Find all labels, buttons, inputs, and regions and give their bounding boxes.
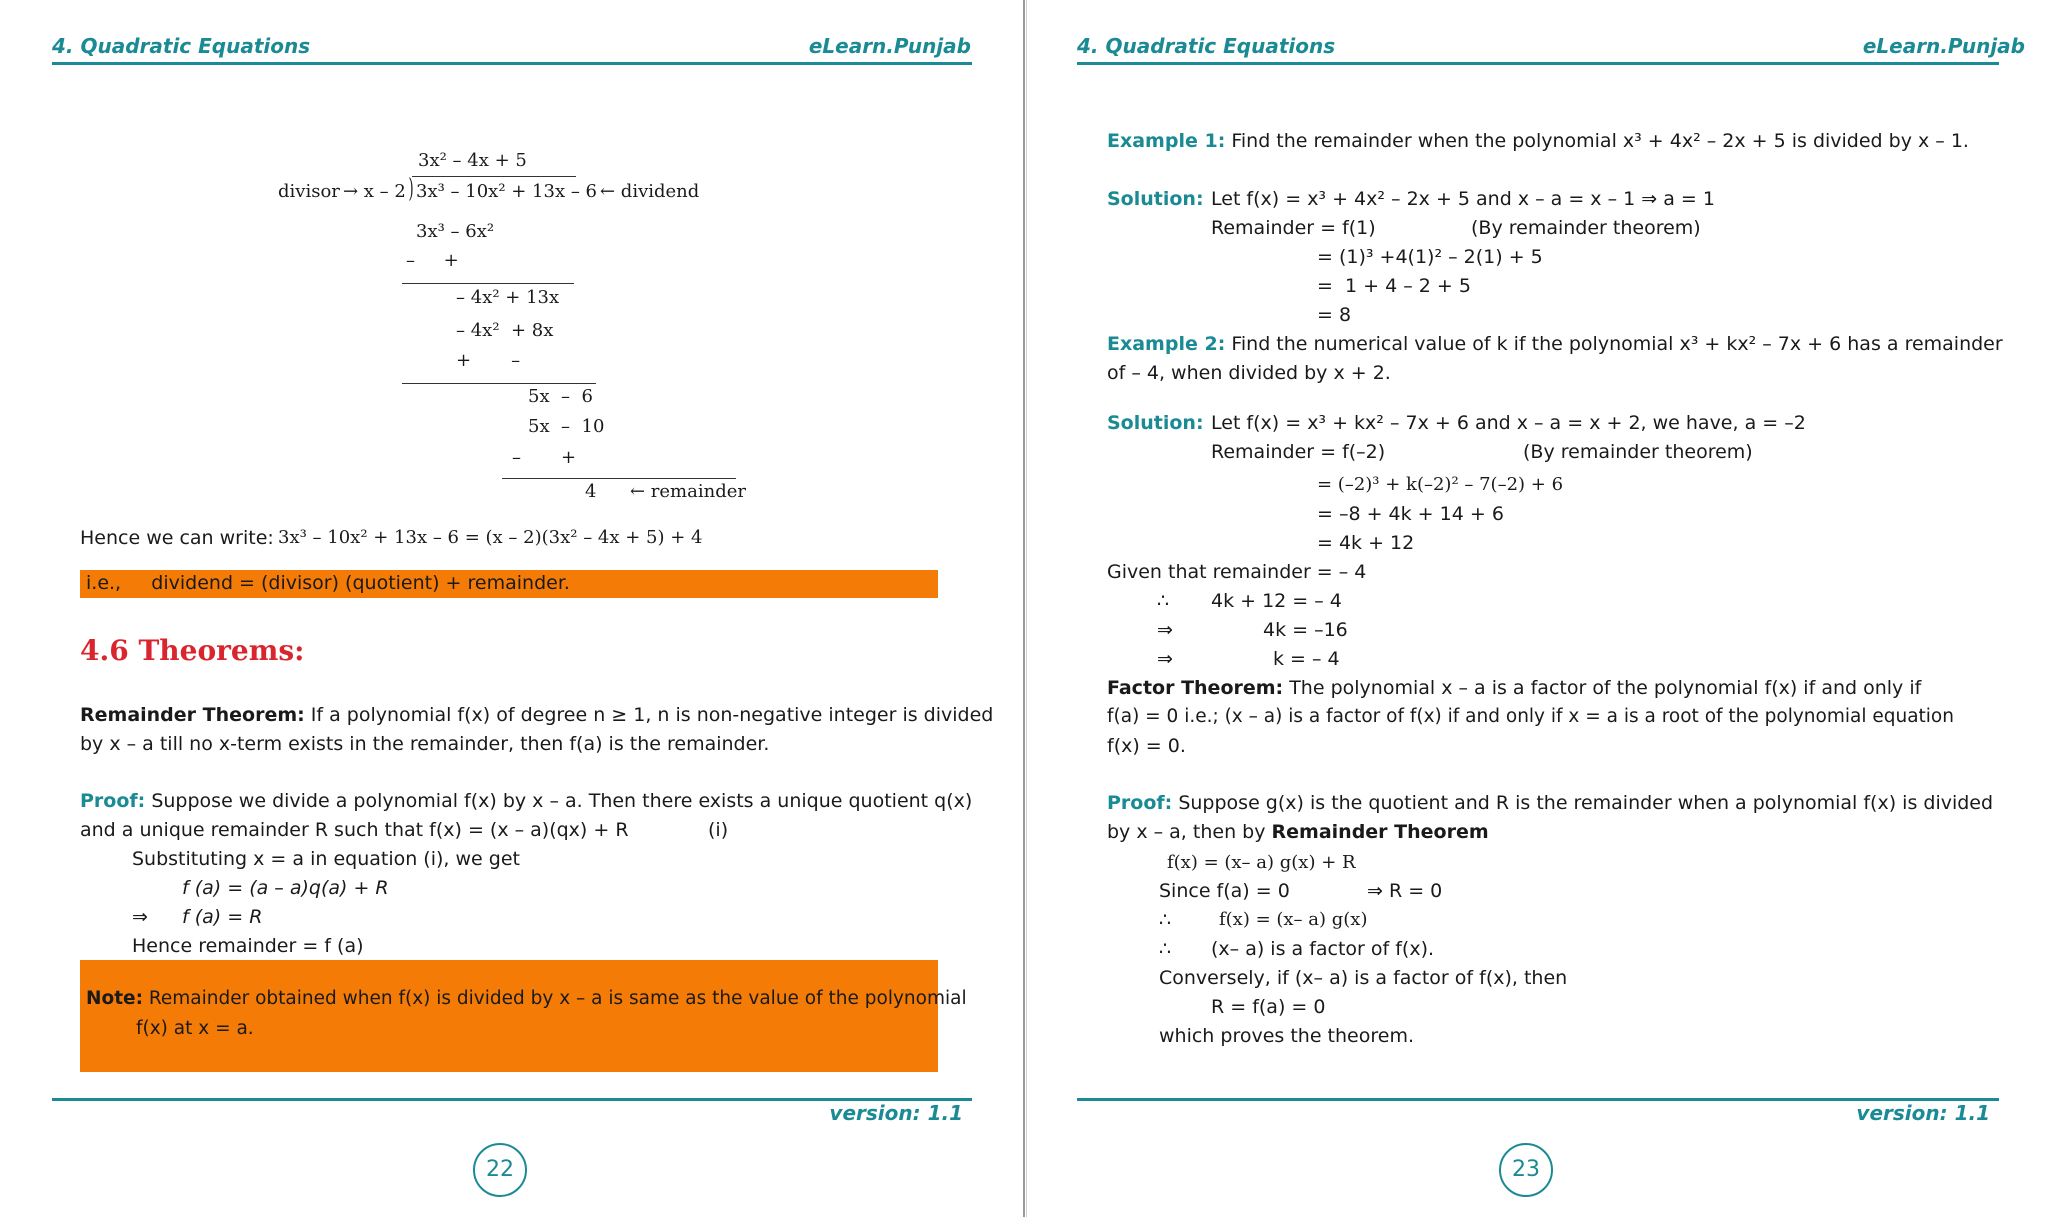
proof-step-1: f(x) = (x– a) g(x) + R <box>1167 852 1356 873</box>
solution-1-line-4: = 1 + 4 – 2 + 5 <box>1317 275 1471 297</box>
note-line-2: f(x) at x = a. <box>136 1018 254 1039</box>
proof-line-2: and a unique remainder R such that f(x) = (x – a)(qx) + R <box>80 819 629 841</box>
version-label: version: 1.1 <box>1856 1101 1990 1125</box>
proof-remainder-theorem: Remainder Theorem <box>1271 821 1489 843</box>
solution-2-line-3: = (–2)³ + k(–2)² – 7(–2) + 6 <box>1317 474 1564 495</box>
solution-1-line-2: Remainder = f(1) <box>1211 217 1376 239</box>
remainder-label: ← remainder <box>630 481 746 502</box>
given-step-3: k = – 4 <box>1273 648 1340 670</box>
factor-theorem-line-2: f(a) = 0 i.e.; (x – a) is a factor of f(x) if and only if x = a is a root of the polynomial equation <box>1107 706 1954 727</box>
proof-line-3: Substituting x = a in equation (i), we get <box>132 848 520 870</box>
brand-header: eLearn.Punjab <box>1862 34 2025 58</box>
implies-symbol-1: ⇒ <box>1157 619 1173 641</box>
divisor-label: divisor <box>278 181 340 202</box>
solution-2-line-1: Let f(x) = x³ + kx² – 7x + 6 and x – a = x + 2, we have, a = –2 <box>1211 412 1806 434</box>
proof-step-3: f(x) = (x– a) g(x) <box>1219 909 1368 930</box>
example-2-line-1 <box>1107 333 2003 355</box>
example-2-label: Example 2: <box>1107 333 1226 355</box>
solution-2-note: (By remainder theorem) <box>1523 441 1753 463</box>
factor-theorem-line-1 <box>1107 677 1921 699</box>
page-number-22: 22 <box>473 1143 527 1197</box>
division-bracket: ) <box>408 174 414 204</box>
implies-symbol: ⇒ <box>132 906 148 928</box>
proof-step-5: Conversely, if (x– a) is a factor of f(x), then <box>1159 967 1568 989</box>
solution-1-line-3: = (1)³ +4(1)² – 2(1) + 5 <box>1317 246 1543 268</box>
header-rule <box>1077 62 1999 65</box>
division-step-1: 3x³ – 6x² <box>416 221 495 242</box>
version-label: version: 1.1 <box>829 1101 963 1125</box>
proof-step-2b: ⇒ R = 0 <box>1367 880 1443 902</box>
division-step-2: – 4x² + 13x <box>456 287 560 308</box>
solution-2-label: Solution: <box>1107 412 1204 434</box>
given-line: Given that remainder = – 4 <box>1107 561 1367 583</box>
ie-text: i.e., dividend = (divisor) (quotient) + remainder. <box>86 572 570 594</box>
solution-1-line-5: = 8 <box>1317 304 1352 326</box>
therefore-symbol-3: ∴ <box>1159 938 1172 960</box>
proof-line-2 <box>1107 821 1489 843</box>
solution-2-line-2: Remainder = f(–2) <box>1211 441 1386 463</box>
therefore-symbol-2: ∴ <box>1159 909 1172 931</box>
division-signs-3: + – <box>456 350 521 371</box>
division-bar <box>412 176 576 177</box>
dividend-label: ← dividend <box>600 181 700 202</box>
proof-text-2: by x – a, then by <box>1107 821 1266 843</box>
division-signs-5: – + <box>512 447 577 468</box>
hence-equation: 3x³ – 10x² + 13x – 6 = (x – 2)(3x² – 4x + 5) + 4 <box>278 527 703 548</box>
proof-line-1 <box>80 790 972 812</box>
factor-theorem-label: Factor Theorem: <box>1107 677 1284 699</box>
therefore-symbol: ∴ <box>1157 590 1170 612</box>
proof-step-2a: Since f(a) = 0 <box>1159 880 1290 902</box>
example-2-text-1: Find the numerical value of k if the polynomial x³ + kx² – 7x + 6 has a remainder <box>1231 333 2003 355</box>
division-remainder: 4 <box>585 481 597 502</box>
dividend: 3x³ – 10x² + 13x – 6 <box>416 181 598 202</box>
note-text-1: Remainder obtained when f(x) is divided by x – a is same as the value of the polynomial <box>148 988 967 1009</box>
remainder-theorem-label: Remainder Theorem: <box>80 704 305 726</box>
ie-highlight-box <box>80 570 938 598</box>
note-label: Note: <box>86 988 143 1009</box>
divisor: → x – 2 <box>343 181 406 202</box>
example-1-text: Find the remainder when the polynomial x³ + 4x² – 2x + 5 is divided by x – 1. <box>1231 130 1969 152</box>
division-step-4: 5x – 6 <box>528 386 593 407</box>
proof-step-6: R = f(a) = 0 <box>1211 996 1326 1018</box>
page-number-23: 23 <box>1499 1143 1553 1197</box>
implies-symbol-2: ⇒ <box>1157 648 1173 670</box>
proof-line-4: f (a) = (a – a)q(a) + R <box>182 877 389 899</box>
factor-theorem-line-3: f(x) = 0. <box>1107 735 1186 757</box>
hence-text: Hence we can write: <box>80 527 274 549</box>
proof-label: Proof: <box>80 790 146 812</box>
proof-conclusion: which proves the theorem. <box>1159 1025 1414 1047</box>
brand-header: eLearn.Punjab <box>808 34 971 58</box>
division-step-3: – 4x² + 8x <box>456 320 554 341</box>
division-signs-1: – + <box>406 250 459 271</box>
proof-step-4: (x– a) is a factor of f(x). <box>1211 938 1435 960</box>
chapter-header: 4. Quadratic Equations <box>1077 34 1336 58</box>
example-1 <box>1107 130 1969 152</box>
division-rule-2 <box>402 383 596 384</box>
factor-theorem-text-1: The polynomial x – a is a factor of the polynomial f(x) if and only if <box>1289 677 1922 699</box>
solution-1-line-1: Let f(x) = x³ + 4x² – 2x + 5 and x – a = x – 1 ⇒ a = 1 <box>1211 188 1715 210</box>
solution-2-line-5: = 4k + 12 <box>1317 532 1415 554</box>
division-step-5: 5x – 10 <box>528 416 605 437</box>
chapter-header: 4. Quadratic Equations <box>52 34 311 58</box>
note-line-1 <box>86 988 967 1009</box>
division-rule-3 <box>502 478 736 479</box>
header-rule <box>52 62 972 65</box>
remainder-theorem-text-1: If a polynomial f(x) of degree n ≥ 1, n is non-negative integer is divided <box>310 704 994 726</box>
example-1-label: Example 1: <box>1107 130 1226 152</box>
proof-line-6: Hence remainder = f (a) <box>132 935 364 957</box>
solution-2-line-4: = –8 + 4k + 14 + 6 <box>1317 503 1504 525</box>
division-rule-1 <box>402 283 574 284</box>
proof-text-1: Suppose we divide a polynomial f(x) by x – a. Then there exists a unique quotient q(x) <box>151 790 973 812</box>
remainder-theorem-line-2: by x – a till no x-term exists in the remainder, then f(a) is the remainder. <box>80 733 770 755</box>
solution-1-note: (By remainder theorem) <box>1471 217 1701 239</box>
given-step-1: 4k + 12 = – 4 <box>1211 590 1342 612</box>
page-23 <box>1026 0 2048 1217</box>
proof-label: Proof: <box>1107 792 1173 814</box>
note-box <box>80 960 967 1072</box>
example-2-line-2: of – 4, when divided by x + 2. <box>1107 362 1391 384</box>
given-step-2: 4k = –16 <box>1263 619 1348 641</box>
proof-text-1: Suppose g(x) is the quotient and R is the remainder when a polynomial f(x) is divided <box>1178 792 1994 814</box>
division-quotient: 3x² – 4x + 5 <box>418 150 527 171</box>
section-title: 4.6 Theorems: <box>80 634 305 667</box>
remainder-theorem-line-1 <box>80 704 993 726</box>
equation-tag: (i) <box>708 819 729 841</box>
solution-1-label: Solution: <box>1107 188 1204 210</box>
proof-line-1 <box>1107 792 1993 814</box>
proof-line-5: f (a) = R <box>182 906 263 928</box>
